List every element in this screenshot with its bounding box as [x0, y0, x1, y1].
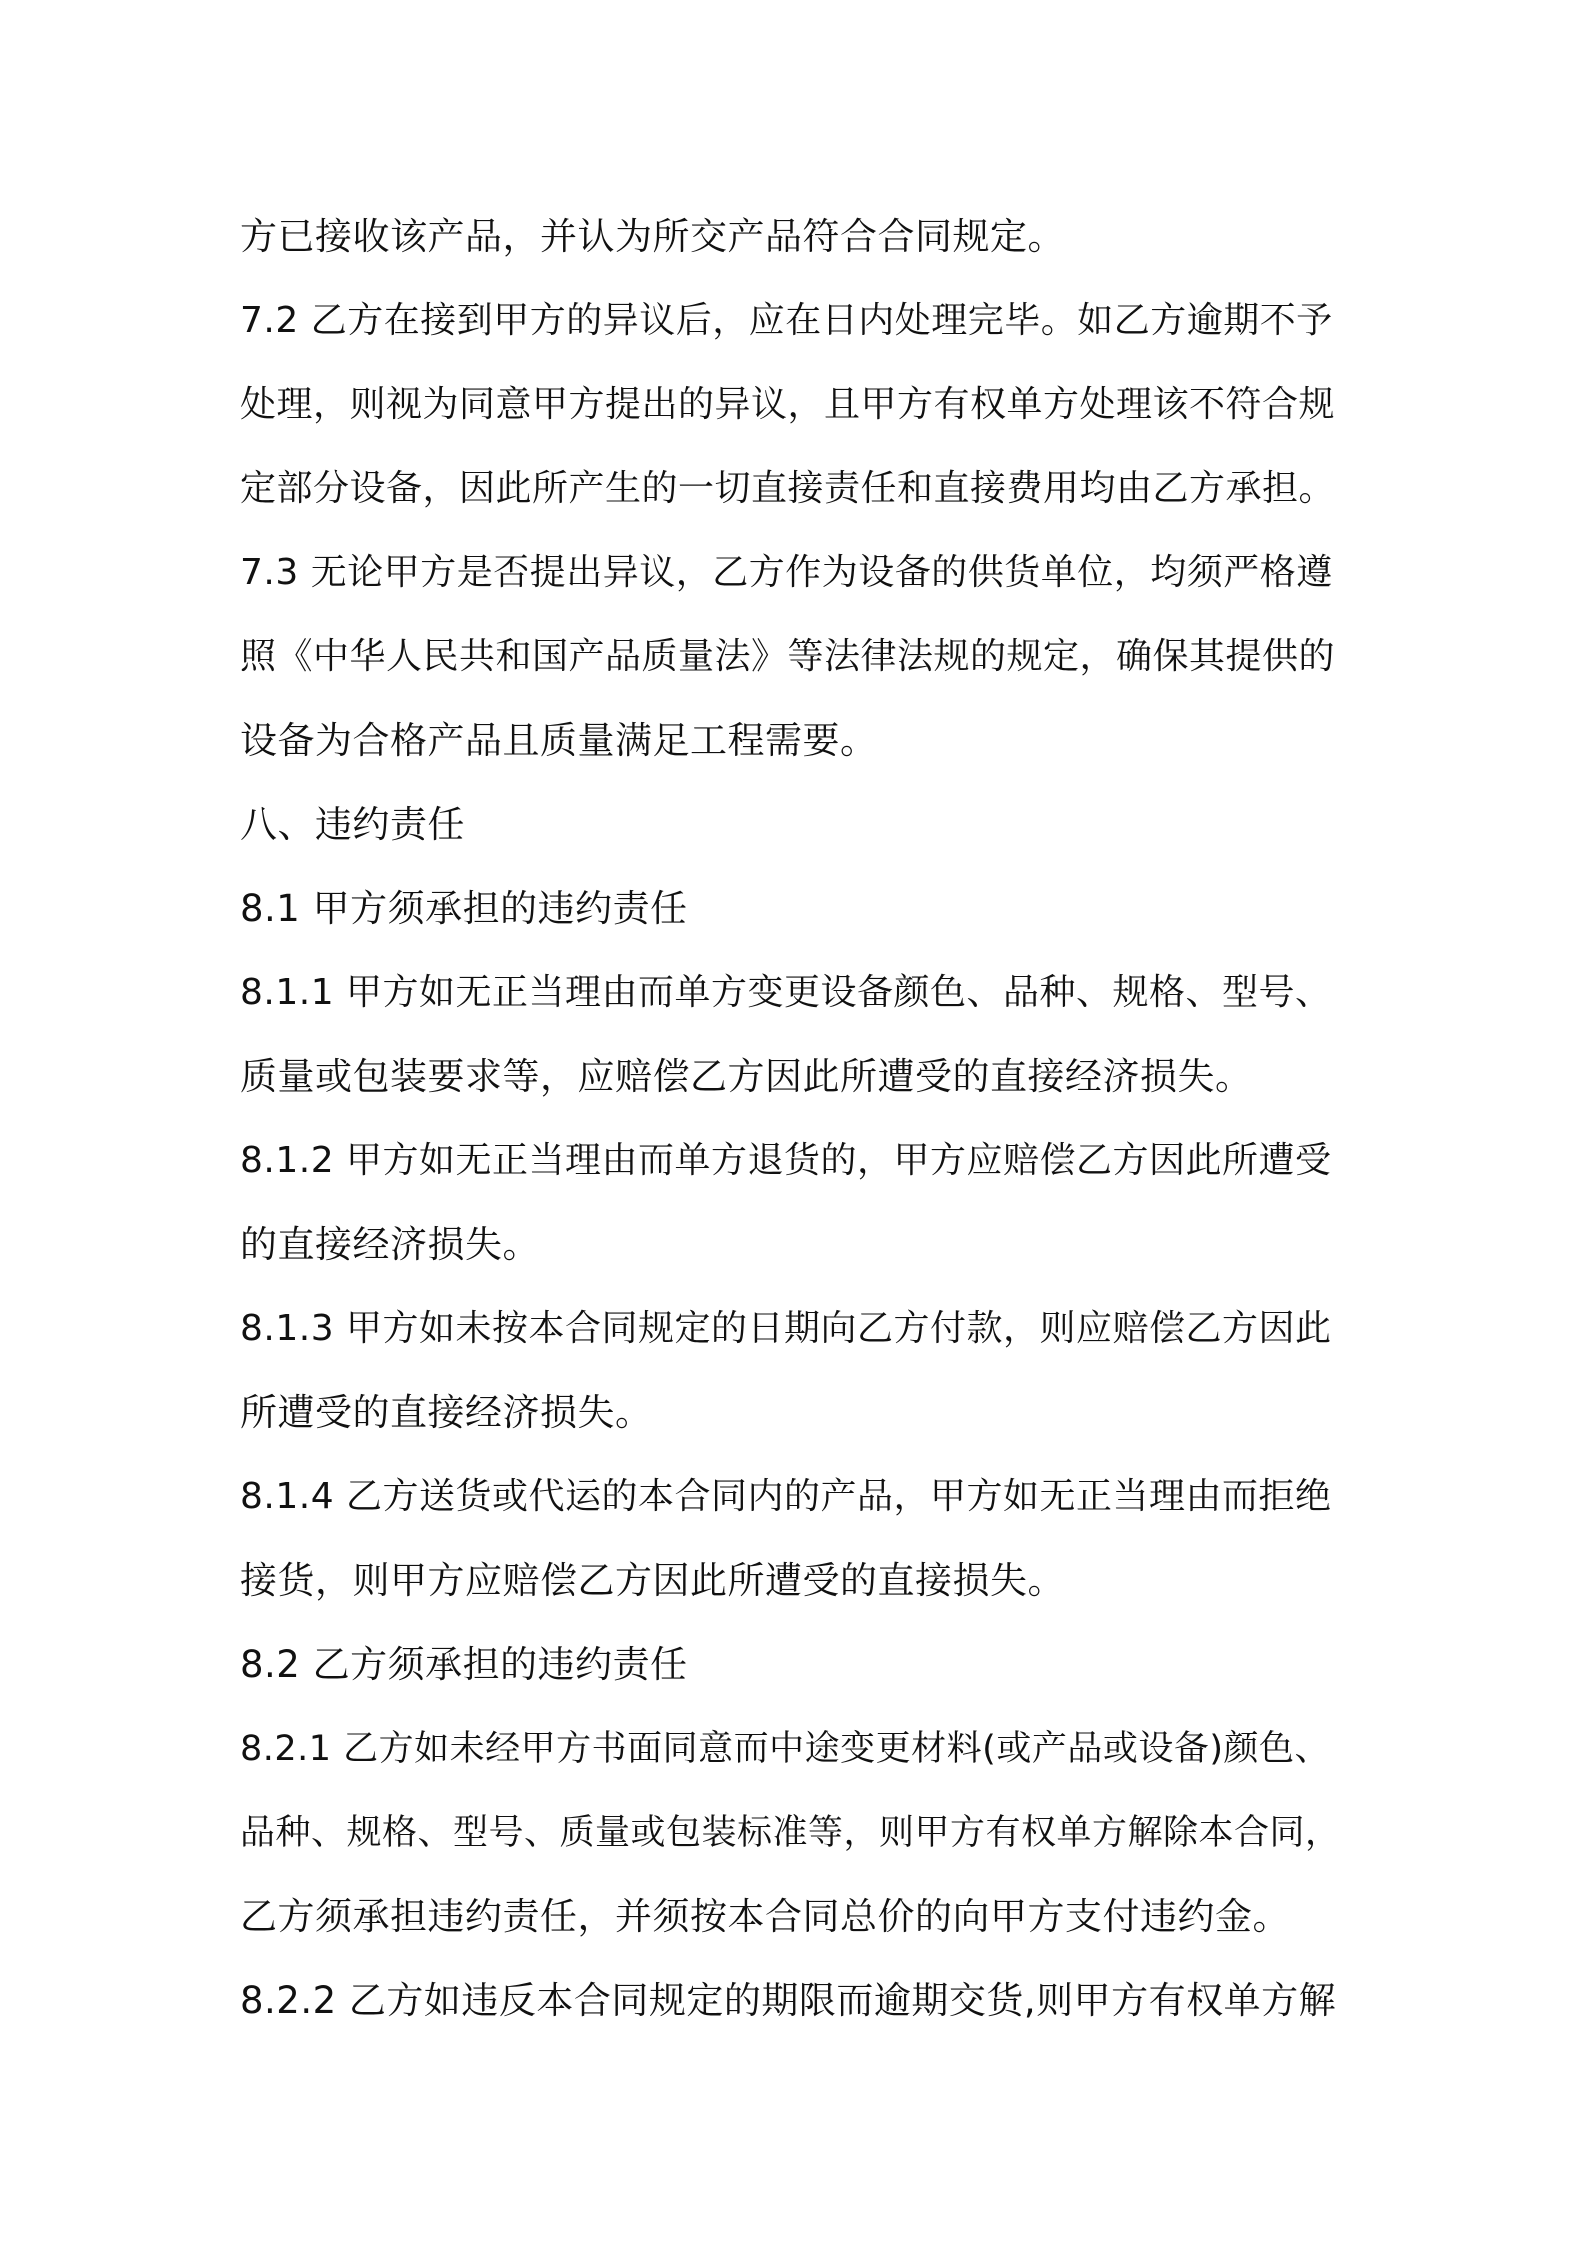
- clause-8-1-1-line: 8.1.1 甲方如无正当理由而单方变更设备颜色、品种、规格、型号、: [240, 972, 1332, 1013]
- clause-8-1-4-line: 8.1.4 乙方送货或代运的本合同内的产品，甲方如无正当理由而拒绝: [240, 1476, 1332, 1517]
- text-line: 处理，则视为同意甲方提出的异议，且甲方有权单方处理该不符合规: [240, 384, 1336, 425]
- text-line: 乙方须承担违约责任，并须按本合同总价的向甲方支付违约金。: [240, 1895, 1290, 1938]
- clause-8-2-2-line: 8.2.2 乙方如违反本合同规定的期限而逾期交货,则甲方有权单方解: [240, 1979, 1337, 2022]
- text-line: 品种、规格、型号、质量或包装标准等，则甲方有权单方解除本合同，: [240, 1813, 1341, 1853]
- clause-8-2-heading: 8.2 乙方须承担的违约责任: [240, 1643, 688, 1686]
- text-line: 设备为合格产品且质量满足工程需要。: [240, 719, 878, 762]
- document-body: [240, 195, 1360, 2043]
- text-line: 照《中华人民共和国产品质量法》等法律法规的规定，确保其提供的: [240, 636, 1336, 677]
- clause-8-2-1-line: 8.2.1 乙方如未经甲方书面同意而中途变更材料(或产品或设备)颜色、: [240, 1729, 1330, 1769]
- text-line: 接货，则甲方应赔偿乙方因此所遭受的直接损失。: [240, 1559, 1065, 1602]
- clause-8-1-heading: 8.1 甲方须承担的违约责任: [240, 887, 688, 930]
- text-line: 定部分设备，因此所产生的一切直接责任和直接费用均由乙方承担。: [240, 468, 1336, 509]
- clause-7-3-line: 7.3 无论甲方是否提出异议，乙方作为设备的供货单位，均须严格遵: [240, 552, 1333, 593]
- text-line: 质量或包装要求等，应赔偿乙方因此所遭受的直接经济损失。: [240, 1055, 1253, 1098]
- clause-7-2-line: 7.2 乙方在接到甲方的异议后，应在日内处理完毕。如乙方逾期不予: [240, 300, 1333, 341]
- clause-8-1-3-line: 8.1.3 甲方如未按本合同规定的日期向乙方付款，则应赔偿乙方因此: [240, 1308, 1332, 1349]
- text-line: 的直接经济损失。: [240, 1223, 540, 1266]
- clause-8-1-2-line: 8.1.2 甲方如无正当理由而单方退货的，甲方应赔偿乙方因此所遭受: [240, 1140, 1332, 1181]
- section-heading-8: 八、违约责任: [240, 803, 465, 846]
- text-line: 所遭受的直接经济损失。: [240, 1391, 653, 1434]
- text-line: 方已接收该产品，并认为所交产品符合合同规定。: [240, 215, 1065, 258]
